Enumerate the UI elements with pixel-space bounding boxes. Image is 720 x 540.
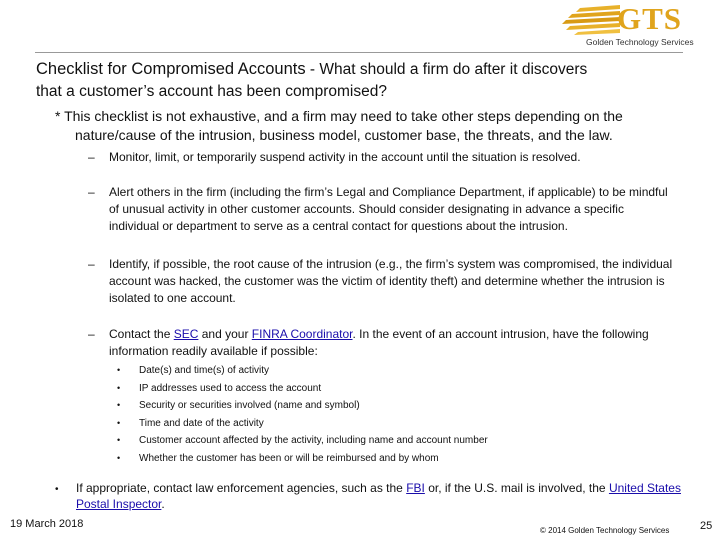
sub-list-item	[117, 432, 677, 450]
final-text-part: or, if the U.S. mail is involved, the	[424, 481, 609, 495]
title-separator: -	[305, 61, 320, 78]
logo-speed-stripes-icon	[562, 2, 622, 36]
item-text-part: and your	[198, 327, 252, 341]
final-text-part: .	[161, 497, 165, 511]
dash-marker: –	[88, 327, 95, 341]
sub-list-item	[117, 415, 677, 433]
sub-list-item	[117, 380, 677, 398]
dash-marker: –	[88, 150, 95, 164]
item-text-part: Contact the	[109, 327, 174, 341]
bullet-marker: •	[117, 417, 121, 428]
footer-date: 19 March 2018	[10, 518, 84, 530]
sec-link[interactable]: SEC	[173, 327, 199, 341]
bullet-marker: •	[55, 484, 59, 495]
final-text-part: If appropriate, contact law enforcement agencies, such as the	[76, 481, 407, 495]
postal-inspector-link[interactable]: United States Postal Inspector	[76, 481, 681, 511]
disclaimer-note	[55, 107, 695, 145]
sub-item-text: Date(s) and time(s) of activity	[139, 365, 270, 376]
bullet-marker: •	[117, 382, 121, 393]
finra-coordinator-link[interactable]: FINRA Coordinator	[251, 327, 353, 341]
footer-copyright: © 2014 Golden Technology Services	[540, 526, 670, 535]
note-line-2: nature/cause of the intrusion, business model, customer base, the threats, and the law.	[75, 127, 613, 143]
bullet-marker: •	[117, 365, 121, 375]
info-sub-list	[117, 362, 677, 467]
bullet-marker: •	[117, 400, 121, 410]
header-rule	[35, 52, 683, 53]
title-main: Checklist for Compromised Accounts	[36, 60, 306, 78]
title-question-2: that a customer’s account has been compromised?	[36, 83, 387, 100]
sub-item-text: IP addresses used to access the account	[139, 382, 322, 394]
item-text-part: . In the event of an account intrusion, have the following information readily available if possible:	[109, 327, 649, 358]
sub-list-item	[117, 397, 677, 415]
fbi-link[interactable]: FBI	[406, 481, 425, 495]
note-line-1: * This checklist is not exhaustive, and a firm may need to take other steps depending on the	[55, 108, 623, 124]
final-text	[76, 480, 691, 512]
sub-item-text: Customer account affected by the activity, including name and account number	[139, 435, 488, 446]
sub-item-text: Whether the customer has been or will be reimbursed and by whom	[139, 452, 439, 464]
page-number: 25	[700, 520, 713, 532]
slide-title	[36, 58, 696, 103]
bullet-marker: •	[117, 435, 121, 445]
item-text	[109, 326, 677, 360]
item-text: Monitor, limit, or temporarily suspend activity in the account until the situation is resolved.	[109, 150, 581, 164]
sub-item-text: Time and date of the activity	[139, 417, 264, 429]
item-text: Alert others in the firm (including the firm’s Legal and Compliance Department, if applicable) to be mindful of unusual activity in other customer accounts. Should consider designating in advance a specific individual or department to serve as a central contact for questions about the intrusion.	[109, 185, 668, 233]
dash-marker: –	[88, 185, 95, 199]
dash-marker: –	[88, 257, 95, 271]
title-question-1: What should a firm do after it discovers	[319, 61, 588, 78]
sub-item-text: Security or securities involved (name and symbol)	[139, 400, 360, 411]
bullet-marker: •	[117, 452, 121, 463]
sub-list-item	[117, 362, 677, 380]
logo-wordmark: GTS	[617, 1, 683, 36]
logo-subtitle: Golden Technology Services	[586, 37, 694, 47]
item-text: Identify, if possible, the root cause of the intrusion (e.g., the firm’s system was compromised, the individual account was hacked, the customer was the victim of identity theft) and determine whether the intrusion is isolated to one account.	[109, 257, 673, 305]
company-logo	[562, 2, 692, 48]
sub-list-item	[117, 450, 677, 468]
